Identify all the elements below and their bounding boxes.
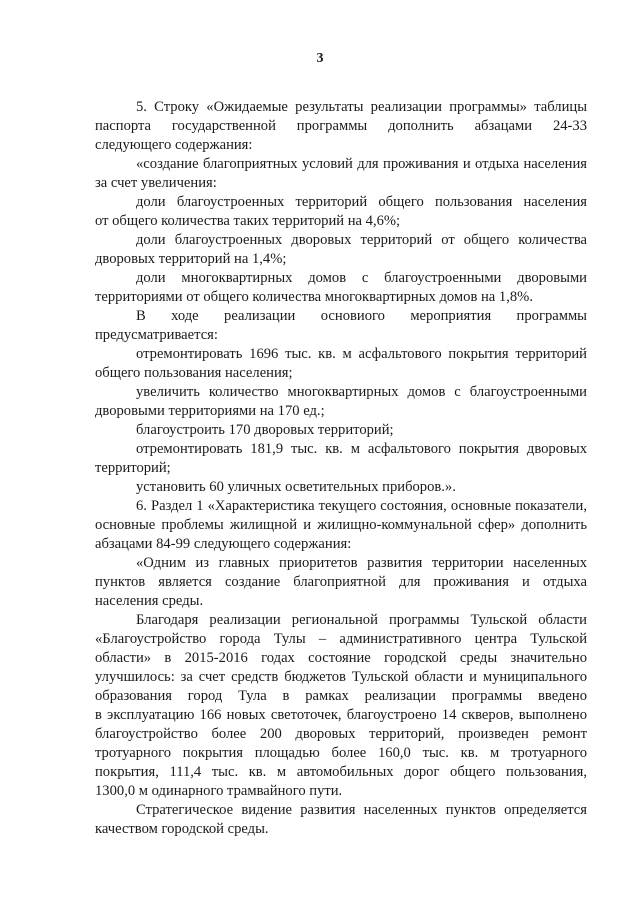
text-line: «создание благоприятных условий для проживания и отдыха населения [136,156,587,172]
text-line: отремонтировать 1696 тыс. кв. м асфальтового покрытия территорий [136,346,587,362]
text-line: населения среды. [95,593,204,609]
text-line: 5. Строку «Ожидаемые результаты реализации программы» таблицы [136,99,587,115]
text-line: Стратегическое видение развития населенных пунктов определяется [136,802,587,818]
text-line: В ходе реализации основиого мероприятия программы [136,308,587,324]
text-line: пунктов является создание благоприятной для проживания и отдыха [95,574,587,590]
text-line: предусматривается: [95,327,218,343]
text-line: улучшилось: за счет средств бюджетов Тульской области и муниципального [95,669,587,685]
text-line: территориями от общего количества многоквартирных домов на 1,8%. [95,289,533,305]
text-line: отремонтировать 181,9 тыс. кв. м асфальтового покрытия дворовых [136,441,587,457]
text-line: качеством городской среды. [95,821,269,837]
text-line: установить 60 уличных осветительных приборов.». [136,479,456,495]
text-line: общего пользования населения; [95,365,293,381]
text-line: следующего содержания: [95,137,253,153]
text-line: территорий; [95,460,171,476]
text-line: за счет увеличения: [95,175,217,191]
text-line: тротуарного покрытия площадью более 160,0 тыс. кв. м тротуарного [95,745,587,761]
text-line: абзацами 84-99 следующего содержания: [95,536,352,552]
text-line: покрытия, 111,4 тыс. кв. м автомобильных дорог общего пользования, [95,764,587,780]
text-line: доли благоустроенных территорий общего пользования населения [136,194,587,210]
text-line: 6. Раздел 1 «Характеристика текущего состояния, основные показатели, [136,498,587,514]
text-line: области» в 2015-2016 годах состояние городской среды значительно [95,650,587,666]
text-line: основные проблемы жилищной и жилищно-коммунальной сфер» дополнить [95,517,587,533]
text-line: благоустроить 170 дворовых территорий; [136,422,394,438]
text-line: дворовых территорий на 1,4%; [95,251,287,267]
text-line: «Одним из главных приоритетов развития территории населенных [136,555,587,571]
text-line: доли многоквартирных домов с благоустроенными дворовыми [136,270,587,286]
text-line: в эксплуатацию 166 новых светоточек, благоустроено 14 скверов, выполнено [95,707,587,723]
text-line: дворовыми территориями на 170 ед.; [95,403,325,419]
text-line: Благодаря реализации региональной программы Тульской области [136,612,587,628]
page-number: 3 [316,51,324,66]
text-line: образования город Тула в рамках реализации программы введено [95,688,587,704]
text-line: увеличить количество многоквартирных домов с благоустроенными [136,384,587,400]
text-line: доли благоустроенных дворовых территорий от общего количества [136,232,587,248]
text-line: паспорта государственной программы дополнить абзацами 24-33 [95,118,587,134]
text-line: 1300,0 м одинарного трамвайного пути. [95,783,343,799]
text-line: благоустройство более 200 дворовых территорий, произведен ремонт [95,726,587,742]
text-line: «Благоустройство города Тулы – административного центра Тульской [95,631,587,647]
text-line: от общего количества таких территорий на 4,6%; [95,213,401,229]
